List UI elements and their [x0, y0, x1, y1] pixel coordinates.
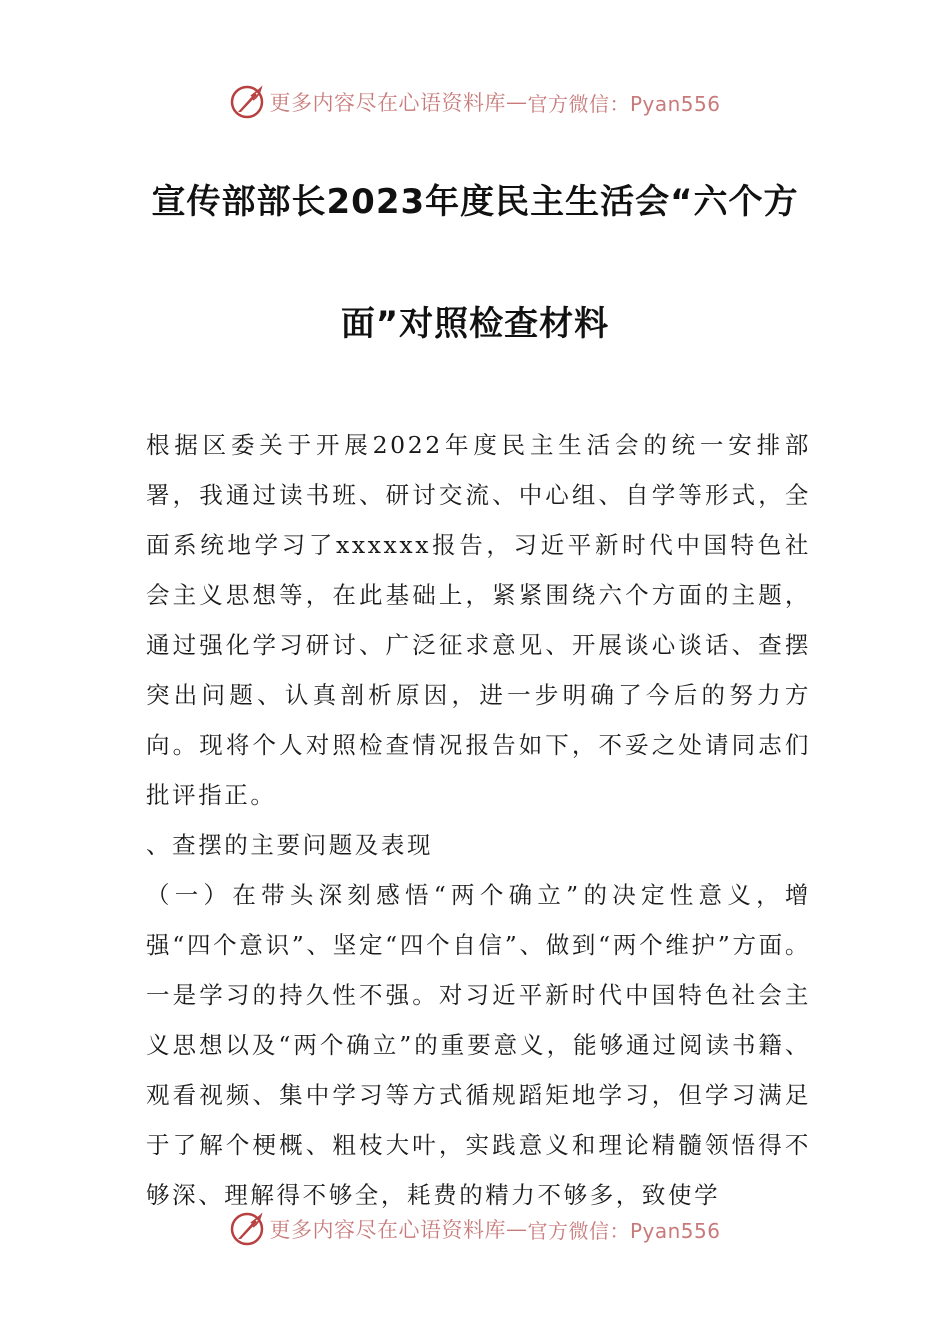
- document-title-line-2: 面”对照检查材料: [340, 304, 610, 344]
- quill-logo-icon: [229, 84, 265, 120]
- banner-text: 更多内容尽在心语资料库: [269, 91, 506, 115]
- document-title-line-1: 宣传部部长2023年度民主生活会“六个方: [151, 182, 799, 222]
- banner-contact: 官方微信：Pyan556: [527, 1218, 721, 1243]
- footer-watermark-banner: [0, 1209, 950, 1249]
- banner-contact: 官方微信：Pyan556: [527, 91, 721, 116]
- document-body: [146, 420, 811, 1220]
- intro-paragraph: 根据区委关于开展2022年度民主生活会的统一安排部署，我通过读书班、研讨交流、中心组、自学等形式，全面系统地学习了xxxxxx报告，习近平新时代中国特色社会主义思想等，在此基础上，紧紧围绕六个方面的主题，通过强化学习研讨、广泛征求意见、开展谈心谈话、查摆突出问题、认真剖析原因，进一步明确了今后的努力方向。现将个人对照检查情况报告如下，不妥之处请同志们批评指正。: [146, 431, 811, 809]
- quill-logo-icon: [229, 1211, 265, 1247]
- banner-dash: —: [505, 1217, 528, 1241]
- header-watermark-banner: [0, 82, 950, 122]
- section-paragraph: （一）在带头深刻感悟“两个确立”的决定性意义，增强“四个意识”、坚定“四个自信”、做到“两个维护”方面。一是学习的持久性不强。对习近平新时代中国特色社会主义思想以及“两个确立”的重要意义，能够通过阅读书籍、观看视频、集中学习等方式循规蹈矩地学习，但学习满足于了解个梗概、粗枝大叶，实践意义和理论精髓领悟得不够深、理解得不够全，耗费的精力不够多，致使学: [146, 881, 811, 1209]
- section-heading: 、查摆的主要问题及表现: [146, 831, 434, 859]
- banner-text: 更多内容尽在心语资料库: [269, 1218, 506, 1242]
- banner-dash: —: [505, 90, 528, 114]
